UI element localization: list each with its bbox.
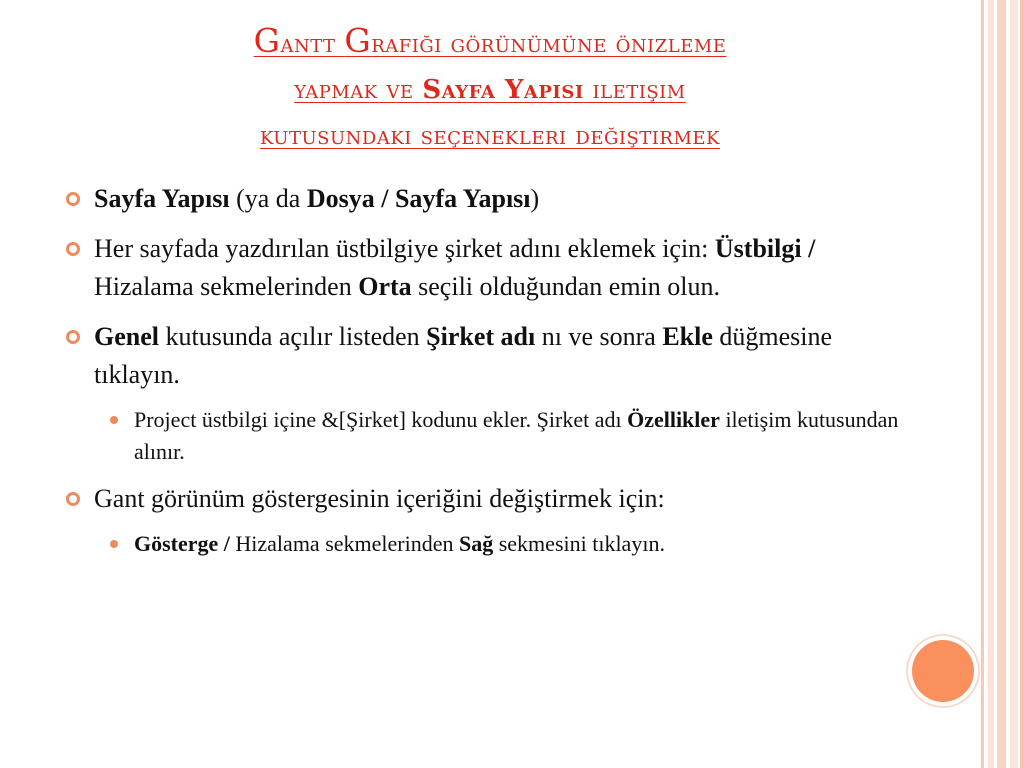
text: Hizalama sekmelerinden (235, 531, 459, 556)
title-part: yapmak ve (294, 75, 423, 105)
stripe (997, 0, 1006, 768)
title-part: G (344, 21, 372, 60)
slide-body (60, 180, 900, 572)
decorative-stripes (978, 0, 1024, 768)
title-line-1 (80, 18, 900, 67)
text-bold: Sayfa Yapısı (94, 184, 230, 213)
title-line-3: kutusundaki seçenekleri değiştirmek (260, 121, 720, 151)
title-part: antt (280, 29, 345, 59)
text-bold: Şirket adı (426, 322, 536, 351)
title-part: G (253, 21, 281, 60)
title-part: Sayfa Yapısı (422, 75, 584, 105)
stripe (981, 0, 984, 768)
text: Her sayfada yazdırılan üstbilgiye şirket adını eklemek için: (94, 234, 715, 263)
text: seçili olduğundan emin olun. (411, 272, 720, 301)
ring-bullet-icon (66, 492, 80, 506)
dot-bullet-icon (110, 416, 118, 424)
text: Gant görünüm göstergesinin içeriğini değiştirmek için: (94, 484, 665, 513)
text: Hizalama sekmelerinden (94, 272, 359, 301)
text-bold: Orta (358, 272, 412, 301)
text-bold: Özellikler (627, 407, 720, 432)
ring-bullet-icon (66, 330, 80, 344)
slide-title (80, 18, 900, 159)
text: (ya da (229, 184, 307, 213)
ring-bullet-icon (66, 192, 80, 206)
stripe (1010, 0, 1018, 768)
sub-list-item (60, 404, 900, 468)
text: sekmesini tıklayın. (493, 531, 665, 556)
text-bold: Gösterge / (134, 531, 236, 556)
list-item (60, 230, 900, 306)
title-part: iletişim (583, 75, 686, 105)
text: Project üstbilgi içine &[Şirket] kodunu ekler. Şirket adı (134, 407, 628, 432)
dot-bullet-icon (110, 540, 118, 548)
ring-bullet-icon (66, 242, 80, 256)
list-item (60, 480, 900, 518)
text: ) (530, 184, 540, 213)
stripe (988, 0, 994, 768)
stripe (1020, 0, 1024, 768)
text: nı ve sonra (535, 322, 663, 351)
text-bold: Dosya / Sayfa Yapısı (306, 184, 531, 213)
text-bold: Genel (94, 322, 159, 351)
text: kutusunda açılır listeden (159, 322, 427, 351)
text: iletişim kutusundan alınır. (134, 407, 899, 464)
list-item (60, 180, 900, 218)
text-bold: Üstbilgi / (714, 234, 816, 263)
text-bold: Sağ (458, 531, 494, 556)
text: düğmesine tıklayın. (94, 322, 833, 389)
sub-list-item (60, 528, 900, 560)
list-item (60, 318, 900, 394)
title-part: rafiği görünümüne önizleme (371, 29, 727, 59)
accent-circle-icon (912, 640, 974, 702)
title-line-2 (80, 67, 900, 113)
text-bold: Ekle (662, 322, 713, 351)
